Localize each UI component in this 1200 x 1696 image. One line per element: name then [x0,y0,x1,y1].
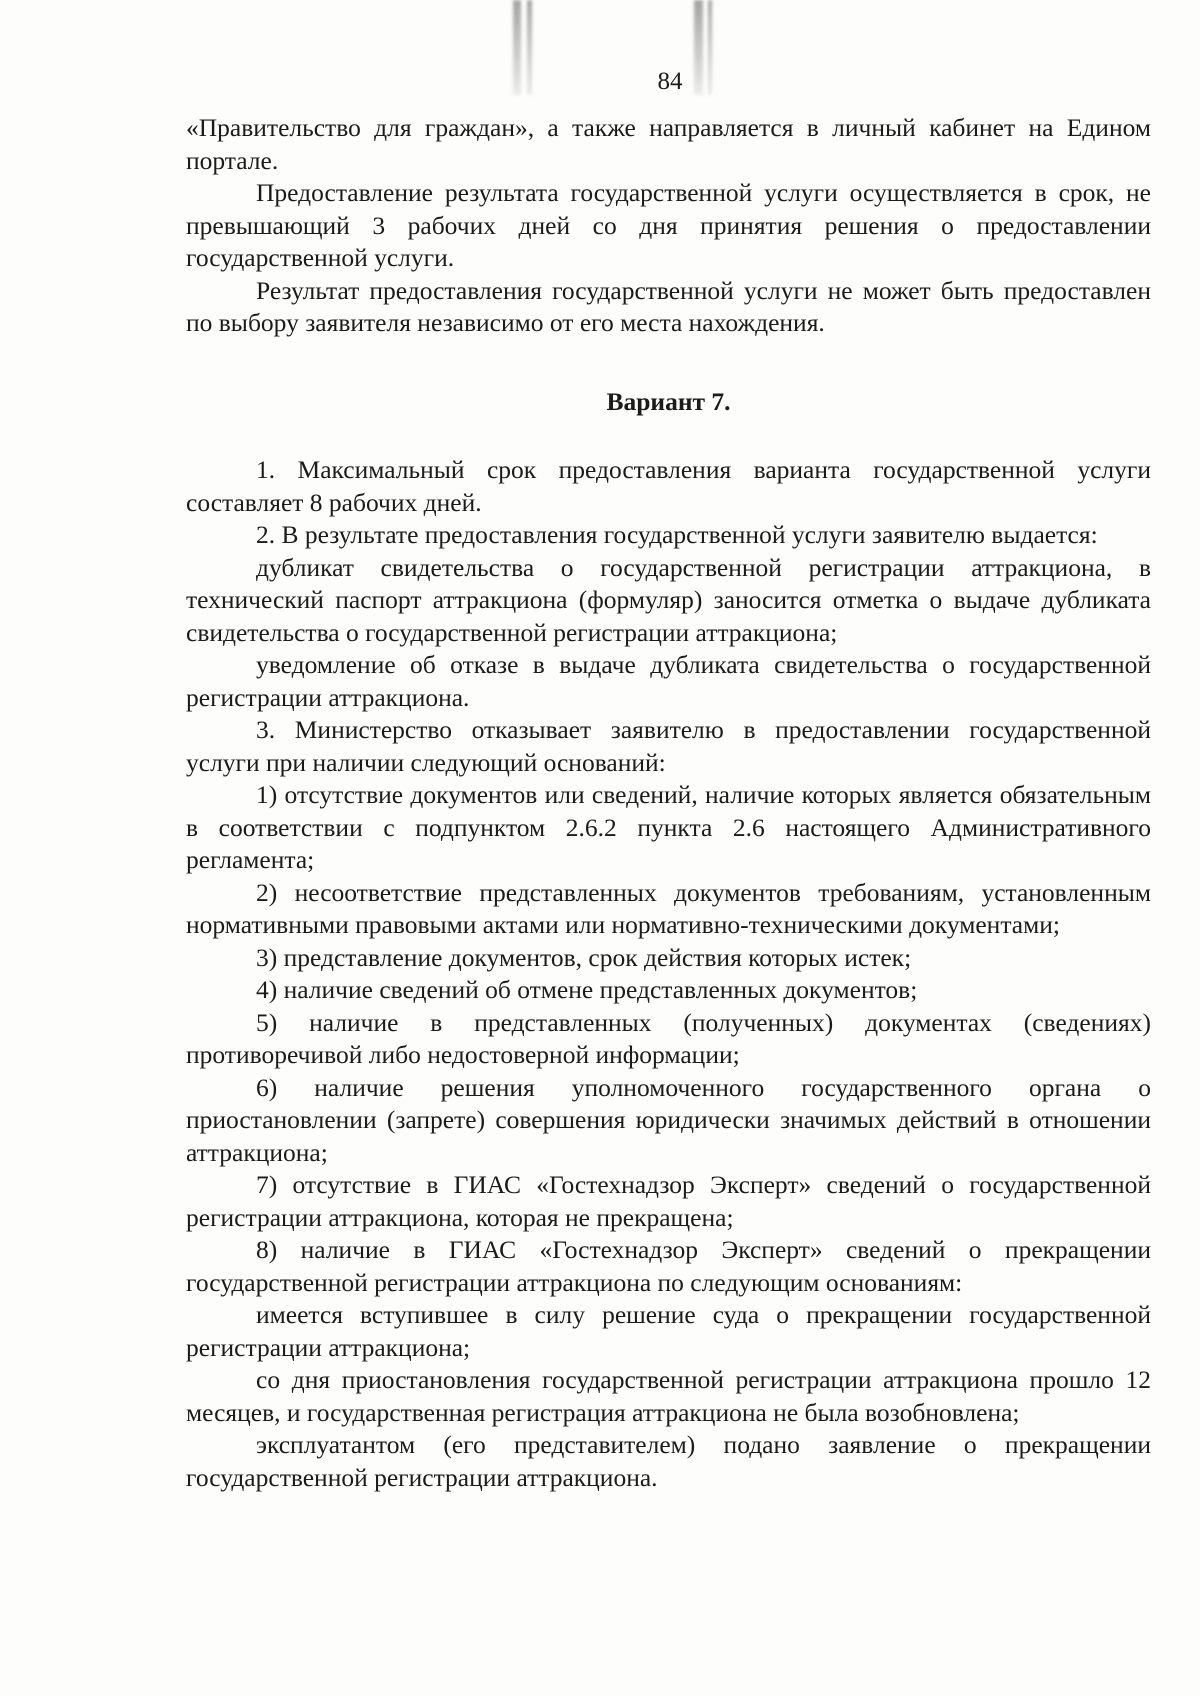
paragraph: Результат предоставления государственной услуги не может быть предоставлен по выбору заявителя независимо от его места нахождения. [186,275,1151,337]
list-item: 4) наличие сведений об отмене представленных документов; [256,975,918,1004]
list-item: 2) несоответствие представленных документов требованиям, установленным нормативными правовыми актами или нормативно-техническими документами; [186,877,1151,939]
list-item: 8) наличие в ГИАС «Гостехнадзор Эксперт» сведений о прекращении государственной регистрации аттракциона по следующим основаниям: [186,1235,1151,1297]
paragraph: дубликат свидетельства о государственной регистрации аттракциона, в технический паспорт аттракциона (формуляр) заносится отметка о выдаче дубликата свидетельства о государственной регистрации аттракциона; [186,552,1151,647]
list-item: 5) наличие в представленных (полученных) документах (сведениях) противоречивой либо недостоверной информации; [186,1007,1151,1069]
paragraph: 3. Министерство отказывает заявителю в предоставлении государственной услуги при наличии следующий оснований: [186,715,1151,777]
list-item: 7) отсутствие в ГИАС «Гостехнадзор Эксперт» сведений о государственной регистрации аттракциона, которая не прекращена; [186,1170,1151,1232]
sub-list-item: эксплуатантом (его представителем) подано заявление о прекращении государственной регистрации аттракциона. [186,1430,1151,1492]
paragraph: Предоставление результата государственной услуги осуществляется в срок, не превышающий 3 рабочих дней со дня принятия решения о предоставлении государственной услуги. [186,178,1151,272]
document-body [186,112,1151,1494]
section-heading: Вариант 7. [606,386,731,416]
paragraph: «Правительство для граждан», а также направляется в личный кабинет на Едином портале. [186,113,1151,175]
list-item: 1) отсутствие документов или сведений, наличие которых является обязательным в соответствии с подпунктом 2.6.2 пункта 2.6 настоящего Административного регламента; [186,780,1151,874]
page-number: 84 [657,68,683,95]
list-item: 3) представление документов, срок действия которых истек; [256,942,912,972]
paragraph: уведомление об отказе в выдаче дубликата свидетельства о государственной регистрации аттракциона. [186,650,1151,712]
paragraph: 2. В результате предоставления государственной услуги заявителю выдается: [256,520,1098,549]
sub-list-item: имеется вступившее в силу решение суда о прекращении государственной регистрации аттракциона; [186,1300,1151,1362]
sub-list-item: со дня приостановления государственной регистрации аттракциона прошло 12 месяцев, и государственная регистрация аттракциона не была возобновлена; [186,1365,1151,1427]
list-item: 6) наличие решения уполномоченного государственного органа о приостановлении (запрете) совершения юридически значимых действий в отношении аттракциона; [186,1072,1151,1167]
paragraph: 1. Максимальный срок предоставления варианта государственной услуги составляет 8 рабочих дней. [186,455,1151,517]
